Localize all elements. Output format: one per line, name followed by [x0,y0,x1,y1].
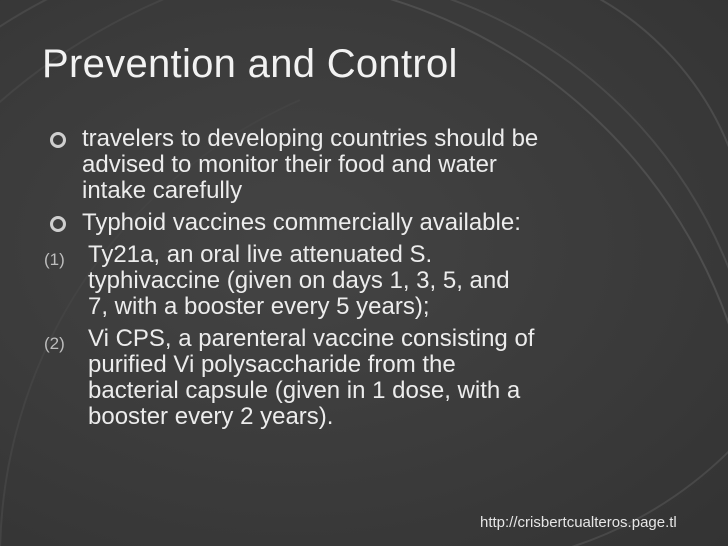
footer-url[interactable]: http://crisbertcualteros.page.tl [480,514,677,531]
item-line: intake carefully [82,177,243,204]
bullet-ring-icon [50,132,66,148]
item-line: purified Vi polysaccharide from the [88,351,456,378]
item-line: travelers to developing countries should be [82,125,539,152]
item-number: (1) [44,250,65,269]
list-item [44,326,644,430]
item-line: bacterial capsule (given in 1 dose, with a [88,377,521,404]
item-line: 7, with a booster every 5 years); [88,293,430,320]
list-item [44,126,644,204]
item-line: booster every 2 years). [88,403,334,430]
slide-content [44,126,644,430]
item-line: typhivaccine (given on days 1, 3, 5, and [88,267,510,294]
bullet-ring-icon [50,216,66,232]
list-item [44,210,644,236]
item-line: advised to monitor their food and water [82,151,497,178]
list-item [44,242,644,320]
slide-title: Prevention and Control [42,42,458,86]
item-line: Typhoid vaccines commercially available: [82,209,521,236]
item-line: Ty21a, an oral live attenuated S. [88,241,433,268]
item-number: (2) [44,334,65,353]
item-line: Vi CPS, a parenteral vaccine consisting of [88,325,535,352]
